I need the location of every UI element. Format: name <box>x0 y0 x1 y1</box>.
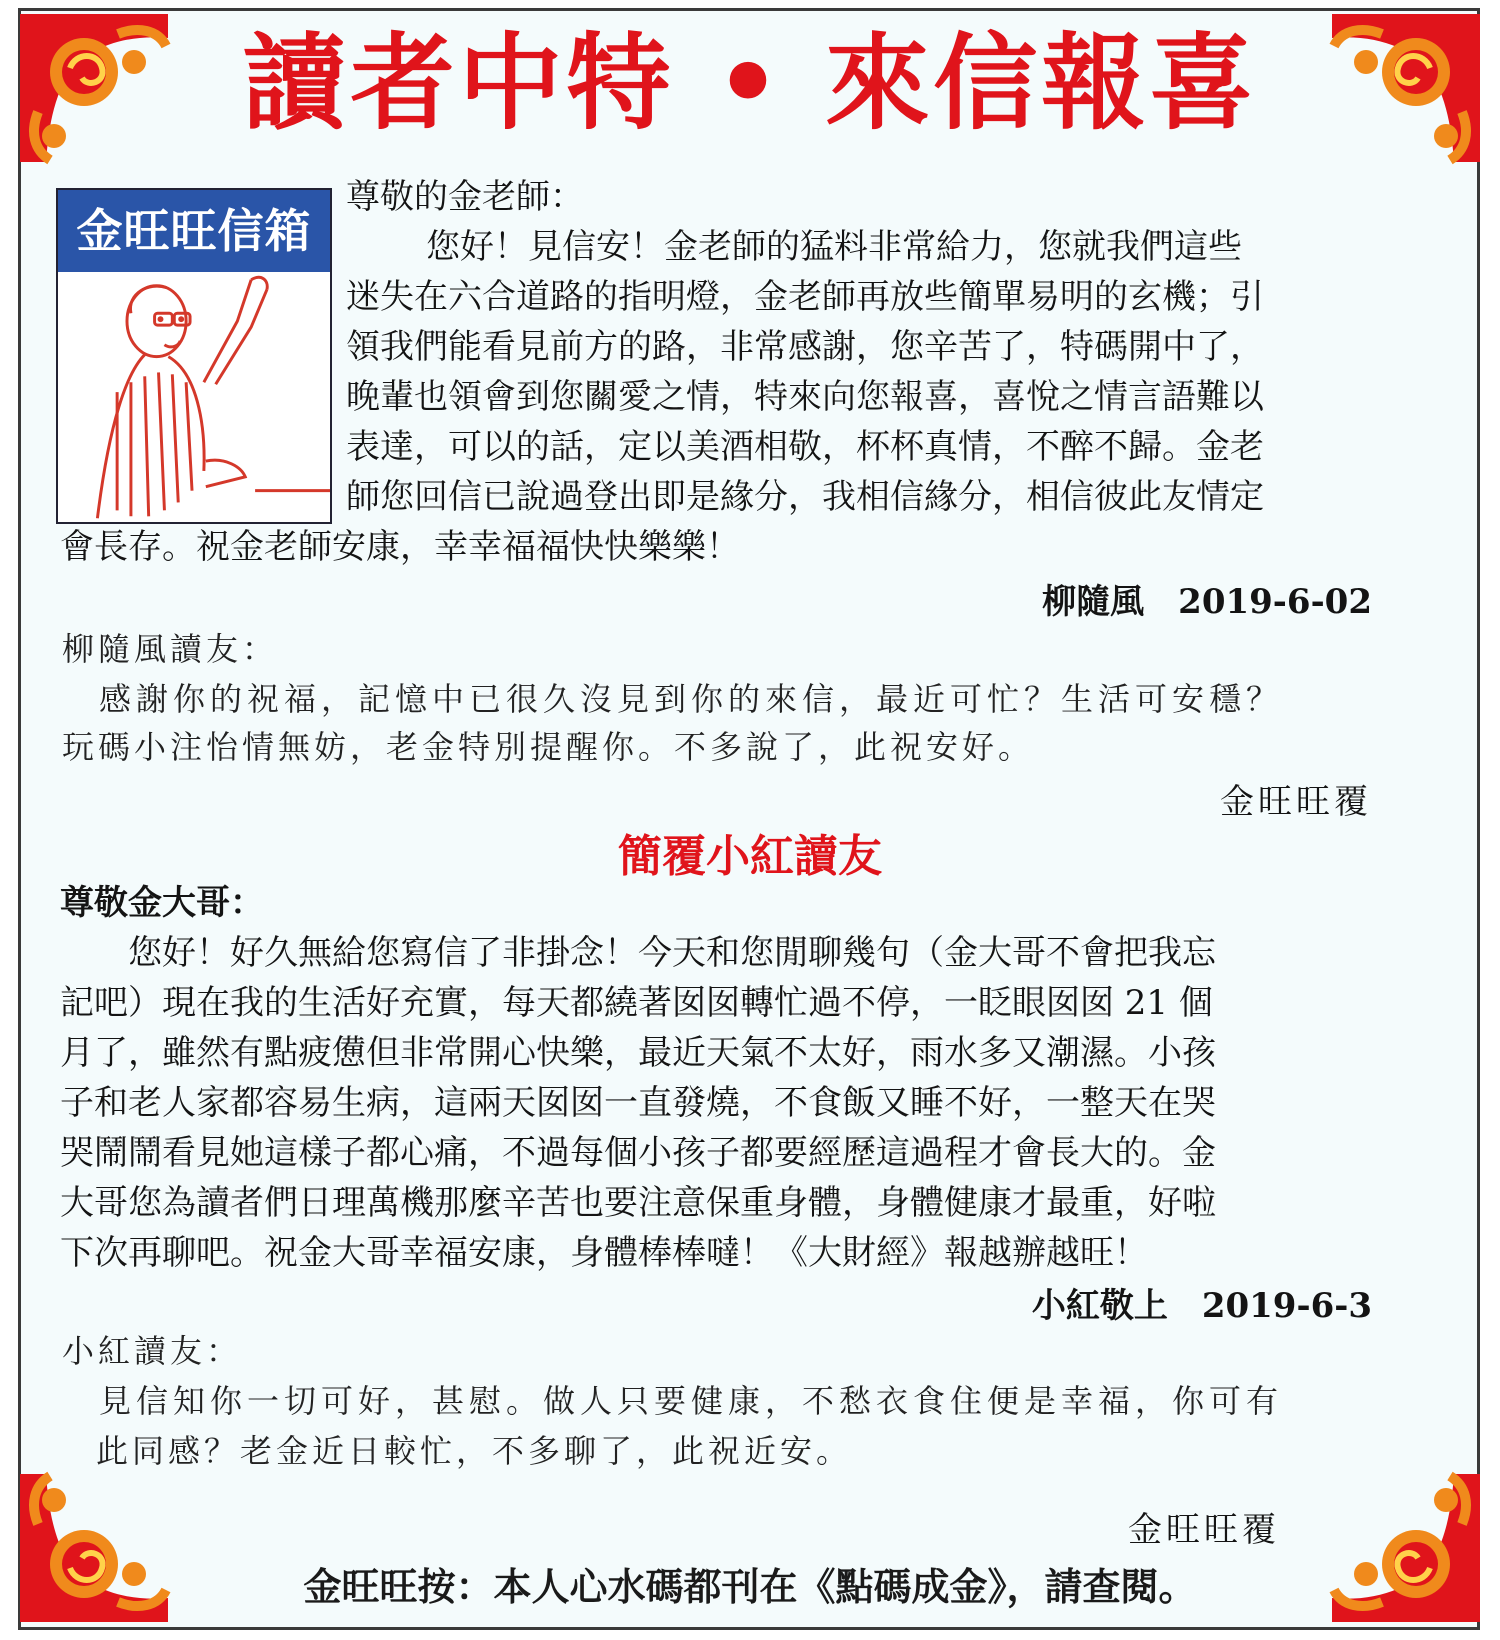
letter2-line: 月了，雖然有點疲憊但非常開心快樂，最近天氣不太好，雨水多又潮濕。小孩 <box>60 1033 1216 1073</box>
reply2-signature: 金旺旺覆 <box>1128 1510 1280 1550</box>
mailbox-logo-label: 金旺旺信箱 <box>58 190 330 272</box>
letter1-line: 您好！見信安！金老師的猛料非常給力，您就我們這些 <box>426 227 1242 267</box>
letter2-line: 您好！好久無給您寫信了非掛念！今天和您閒聊幾句（金大哥不會把我忘 <box>60 933 1216 973</box>
letter1-body <box>346 222 1376 522</box>
reply1-signature: 金旺旺覆 <box>1220 782 1372 822</box>
reply1-line: 感謝你的祝福，記憶中已很久沒見到你的來信，最近可忙？生活可安穩？ <box>62 680 1284 718</box>
reply2-line: 見信知你一切可好，甚慰。做人只要健康，不愁衣食住便是幸福，你可有 <box>62 1382 1284 1420</box>
letter1-line: 領我們能看見前方的路，非常感謝，您辛苦了，特碼開中了， <box>346 327 1264 367</box>
mailbox-logo <box>56 188 332 524</box>
letter1-last-line: 會長存。祝金老師安康，幸幸福福快快樂樂！ <box>60 527 740 567</box>
letter1-line: 晚輩也領會到您關愛之情，特來向您報喜，喜悅之情言語難以 <box>346 377 1264 417</box>
letter1-line: 迷失在六合道路的指明燈，金老師再放些簡單易明的玄機；引 <box>346 277 1264 317</box>
reply1-greeting: 柳隨風讀友： <box>62 630 279 668</box>
section2-heading: 簡覆小紅讀友 <box>618 831 882 882</box>
letter2-signature: 小紅敬上 2019-6-3 <box>1031 1286 1372 1326</box>
letter2-line: 記吧）現在我的生活好充實，每天都繞著囡囡轉忙過不停，一眨眼囡囡 21 個 <box>60 983 1213 1023</box>
reply2-line: 此同感？老金近日較忙，不多聊了，此祝近安。 <box>96 1432 853 1470</box>
footer-note: 金旺旺按：本人心水碼都刊在《點碼成金》，請查閱。 <box>303 1565 1197 1609</box>
letter2-line: 大哥您為讀者們日理萬機那麼辛苦也要注意保重身體，身體健康才最重，好啦 <box>60 1183 1216 1223</box>
letter1-line: 師您回信已說過登出即是緣分，我相信緣分，相信彼此友情定 <box>346 477 1264 517</box>
teacher-illustration <box>58 272 330 524</box>
letter2-line: 下次再聊吧。祝金大哥幸福安康，身體棒棒噠！《大財經》報越辦越旺！ <box>60 1233 1148 1273</box>
letter2-body <box>60 928 1378 1278</box>
letter2-line: 哭鬧鬧看見她這樣子都心痛，不過每個小孩子都要經歷這過程才會長大的。金 <box>60 1133 1216 1173</box>
reply2-greeting: 小紅讀友： <box>62 1332 243 1370</box>
letter1-line: 表達，可以的話，定以美酒相敬，杯杯真情，不醉不歸。金老 <box>346 427 1264 467</box>
reply1-line: 玩碼小注怡情無妨，老金特別提醒你。不多說了，此祝安好。 <box>62 728 1035 766</box>
letter1-signature: 柳隨風 2019-6-02 <box>1042 582 1372 622</box>
letter1-greeting: 尊敬的金老師： <box>346 177 584 217</box>
page-title: 讀者中特 • 來信報喜 <box>242 22 1258 144</box>
letter2-greeting: 尊敬金大哥： <box>60 883 264 923</box>
letter2-line: 子和老人家都容易生病，這兩天囡囡一直發燒，不食飯又睡不好，一整天在哭 <box>60 1083 1216 1123</box>
